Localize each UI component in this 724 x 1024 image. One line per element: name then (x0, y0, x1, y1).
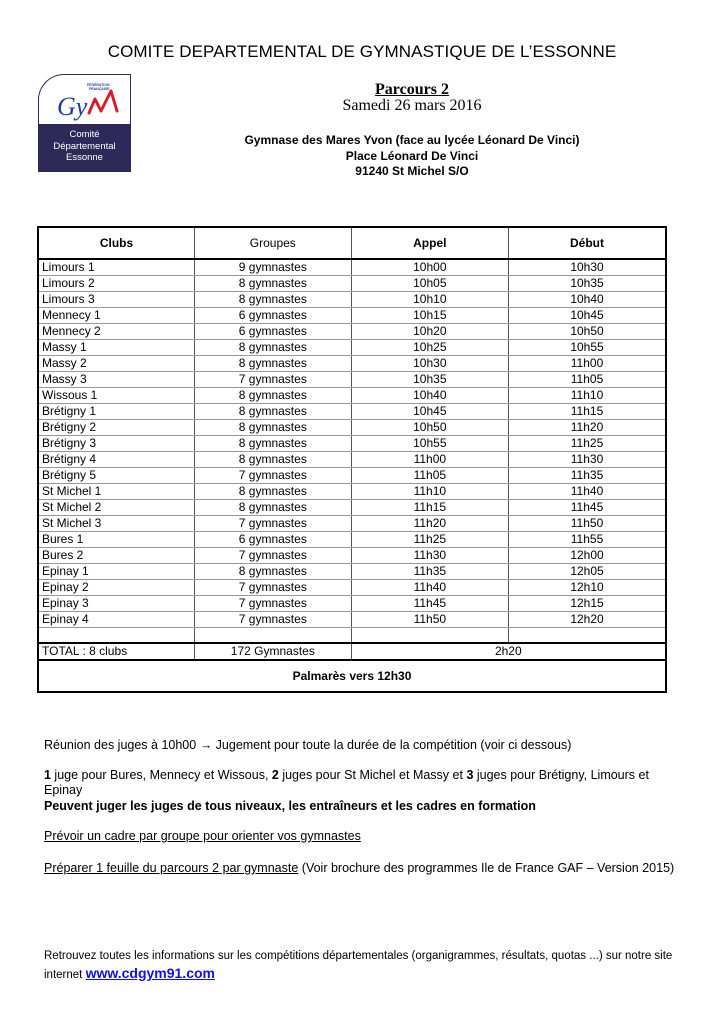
appel-cell: 11h20 (351, 516, 508, 532)
club-cell: Epinay 1 (38, 564, 195, 580)
table-row (38, 580, 666, 596)
appel-cell: 10h10 (351, 292, 508, 308)
appel-cell: 11h50 (351, 612, 508, 628)
groupe-cell: 8 gymnastes (195, 564, 352, 580)
appel-cell: 10h00 (351, 259, 508, 276)
judge-count-1: 1 (44, 768, 51, 782)
appel-cell: 11h25 (351, 532, 508, 548)
debut-cell: 10h45 (509, 308, 666, 324)
total-gymnasts: 172 Gymnastes (195, 643, 352, 660)
logo-line: Comité (69, 129, 100, 140)
club-cell: Wissous 1 (38, 388, 195, 404)
appel-cell: 11h40 (351, 580, 508, 596)
palmares-row (38, 660, 666, 692)
club-cell: Brétigny 4 (38, 452, 195, 468)
debut-cell: 11h20 (509, 420, 666, 436)
debut-cell: 11h25 (509, 436, 666, 452)
appel-cell: 10h20 (351, 324, 508, 340)
debut-cell: 11h55 (509, 532, 666, 548)
appel-cell: 10h55 (351, 436, 508, 452)
footer-note (44, 948, 684, 984)
appel-cell: 11h35 (351, 564, 508, 580)
judge-count-3: 3 (466, 768, 474, 782)
debut-cell: 11h10 (509, 388, 666, 404)
reunion-text-2: Jugement pour toute la durée de la compétition (voir ci dessous) (212, 738, 572, 752)
table-row (38, 404, 666, 420)
svg-text:Gy: Gy (57, 92, 88, 121)
debut-cell: 10h35 (509, 276, 666, 292)
venue-name: Gymnase des Mares Yvon (face au lycée Léonard De Vinci) (244, 133, 580, 147)
groupe-cell: 8 gymnastes (195, 436, 352, 452)
table-row (38, 420, 666, 436)
appel-cell: 11h30 (351, 548, 508, 564)
club-cell: Brétigny 5 (38, 468, 195, 484)
debut-cell: 12h00 (509, 548, 666, 564)
feuille-underlined: Préparer 1 feuille du parcours 2 par gymnaste (44, 861, 299, 875)
event-date: Samedi 26 mars 2016 (342, 97, 482, 114)
judges-count-note (44, 768, 684, 798)
club-cell: St Michel 3 (38, 516, 195, 532)
appel-cell: 11h05 (351, 468, 508, 484)
col-header-clubs: Clubs (38, 227, 195, 259)
debut-cell: 10h55 (509, 340, 666, 356)
table-row (38, 596, 666, 612)
table-row (38, 548, 666, 564)
venue-address (0, 133, 724, 180)
judge-count-2: 2 (271, 768, 279, 782)
table-row (38, 516, 666, 532)
club-cell: Epinay 3 (38, 596, 195, 612)
judge-text: juge pour Bures, Mennecy et Wissous, (50, 768, 272, 782)
groupe-cell: 8 gymnastes (195, 340, 352, 356)
appel-cell: 10h05 (351, 276, 508, 292)
club-cell: Limours 3 (38, 292, 195, 308)
groupe-cell: 6 gymnastes (195, 532, 352, 548)
debut-cell: 12h10 (509, 580, 666, 596)
table-row (38, 276, 666, 292)
col-header-groupes: Groupes (195, 227, 352, 259)
groupe-cell: 8 gymnastes (195, 452, 352, 468)
club-cell: Brétigny 3 (38, 436, 195, 452)
appel-cell: 11h15 (351, 500, 508, 516)
debut-cell: 10h30 (509, 259, 666, 276)
table-row (38, 452, 666, 468)
logo-line: Départemental (53, 140, 116, 152)
table-row (38, 484, 666, 500)
table-row (38, 340, 666, 356)
feuille-note (44, 861, 684, 876)
debut-cell: 11h05 (509, 372, 666, 388)
table-row (38, 532, 666, 548)
club-cell: Epinay 2 (38, 580, 195, 596)
appel-cell: 10h40 (351, 388, 508, 404)
groupe-cell: 6 gymnastes (195, 308, 352, 324)
club-cell: Epinay 4 (38, 612, 195, 628)
debut-cell: 12h20 (509, 612, 666, 628)
club-cell: St Michel 1 (38, 484, 195, 500)
debut-cell: 12h15 (509, 596, 666, 612)
feuille-rest: (Voir brochure des programmes Ile de France GAF – Version 2015) (298, 861, 675, 875)
club-cell: Bures 2 (38, 548, 195, 564)
groupe-cell: 8 gymnastes (195, 420, 352, 436)
logo-line: Essonne (66, 152, 103, 163)
blank-cell (38, 628, 195, 644)
club-cell: Mennecy 1 (38, 308, 195, 324)
table-row (38, 292, 666, 308)
table-row (38, 564, 666, 580)
table-row (38, 388, 666, 404)
appel-cell: 10h15 (351, 308, 508, 324)
parcours-heading: Parcours 2 (375, 81, 449, 98)
groupe-cell: 8 gymnastes (195, 356, 352, 372)
table-row (38, 259, 666, 276)
arrow-right-icon: → (199, 738, 213, 752)
appel-cell: 10h30 (351, 356, 508, 372)
club-cell: Bures 1 (38, 532, 195, 548)
appel-cell: 11h00 (351, 452, 508, 468)
club-cell: Limours 2 (38, 276, 195, 292)
total-duration: 2h20 (351, 643, 666, 660)
reunion-text: Réunion des juges à 10h00 (44, 738, 200, 752)
club-cell: Massy 3 (38, 372, 195, 388)
groupe-cell: 9 gymnastes (195, 259, 352, 276)
appel-cell: 10h35 (351, 372, 508, 388)
debut-cell: 11h40 (509, 484, 666, 500)
table-row (38, 500, 666, 516)
debut-cell: 11h30 (509, 452, 666, 468)
page-title: COMITE DEPARTEMENTAL DE GYMNASTIQUE DE L’ESSONNE (107, 42, 617, 61)
debut-cell: 10h40 (509, 292, 666, 308)
groupe-cell: 8 gymnastes (195, 404, 352, 420)
table-header-row (38, 227, 666, 259)
judge-text: juges pour St Michel et Massy et (278, 768, 467, 782)
svg-text:FÉDÉRATION: FÉDÉRATION (87, 83, 110, 87)
venue-street: Place Léonard De Vinci (345, 148, 479, 163)
col-header-appel: Appel (351, 227, 508, 259)
groupe-cell: 7 gymnastes (195, 548, 352, 564)
appel-cell: 10h50 (351, 420, 508, 436)
club-cell: Limours 1 (38, 259, 195, 276)
debut-cell: 11h35 (509, 468, 666, 484)
total-clubs: TOTAL : 8 clubs (38, 643, 195, 660)
club-cell: Brétigny 1 (38, 404, 195, 420)
appel-cell: 10h25 (351, 340, 508, 356)
groupe-cell: 6 gymnastes (195, 324, 352, 340)
groupe-cell: 7 gymnastes (195, 612, 352, 628)
groupe-cell: 8 gymnastes (195, 388, 352, 404)
table-row (38, 468, 666, 484)
groupe-cell: 7 gymnastes (195, 516, 352, 532)
table-row (38, 372, 666, 388)
debut-cell: 11h45 (509, 500, 666, 516)
appel-cell: 11h45 (351, 596, 508, 612)
judges-meeting-note (44, 738, 684, 753)
groupe-cell: 7 gymnastes (195, 372, 352, 388)
groupe-cell: 7 gymnastes (195, 596, 352, 612)
venue-city: 91240 St Michel S/O (355, 164, 469, 178)
groupe-cell: 8 gymnastes (195, 292, 352, 308)
groupe-cell: 8 gymnastes (195, 500, 352, 516)
table-row (38, 308, 666, 324)
club-cell: Massy 1 (38, 340, 195, 356)
table-row (38, 612, 666, 628)
groupe-cell: 7 gymnastes (195, 580, 352, 596)
appel-cell: 10h45 (351, 404, 508, 420)
table-row (38, 356, 666, 372)
blank-cell (351, 628, 508, 644)
club-cell: Brétigny 2 (38, 420, 195, 436)
groupe-cell: 8 gymnastes (195, 484, 352, 500)
debut-cell: 11h50 (509, 516, 666, 532)
table-row (38, 324, 666, 340)
blank-cell (195, 628, 352, 644)
svg-text:FRANÇAISE: FRANÇAISE (89, 87, 110, 91)
table-row (38, 436, 666, 452)
blank-cell (509, 628, 666, 644)
groupe-cell: 8 gymnastes (195, 276, 352, 292)
debut-cell: 10h50 (509, 324, 666, 340)
appel-cell: 11h10 (351, 484, 508, 500)
debut-cell: 11h15 (509, 404, 666, 420)
groupe-cell: 7 gymnastes (195, 468, 352, 484)
eligible-judges-note: Peuvent juger les juges de tous niveaux, les entraîneurs et les cadres en formation (44, 799, 536, 813)
footer-text: Retrouvez toutes les informations sur les compétitions départementales (organigrammes, résultats, quotas ...) sur notre site internet (44, 950, 673, 981)
club-cell: Massy 2 (38, 356, 195, 372)
col-header-debut: Début (509, 227, 666, 259)
club-cell: St Michel 2 (38, 500, 195, 516)
schedule-table (37, 226, 667, 693)
cadre-note: Prévoir un cadre par groupe pour orienter vos gymnastes (44, 829, 361, 843)
total-row (38, 643, 666, 660)
palmares-text: Palmarès vers 12h30 (38, 660, 666, 692)
website-link[interactable]: www.cdgym91.com (85, 965, 215, 981)
judge-text: juges pour Brétigny, Limours et Epinay (44, 768, 649, 797)
club-cell: Mennecy 2 (38, 324, 195, 340)
debut-cell: 11h00 (509, 356, 666, 372)
blank-row (38, 628, 666, 644)
debut-cell: 12h05 (509, 564, 666, 580)
